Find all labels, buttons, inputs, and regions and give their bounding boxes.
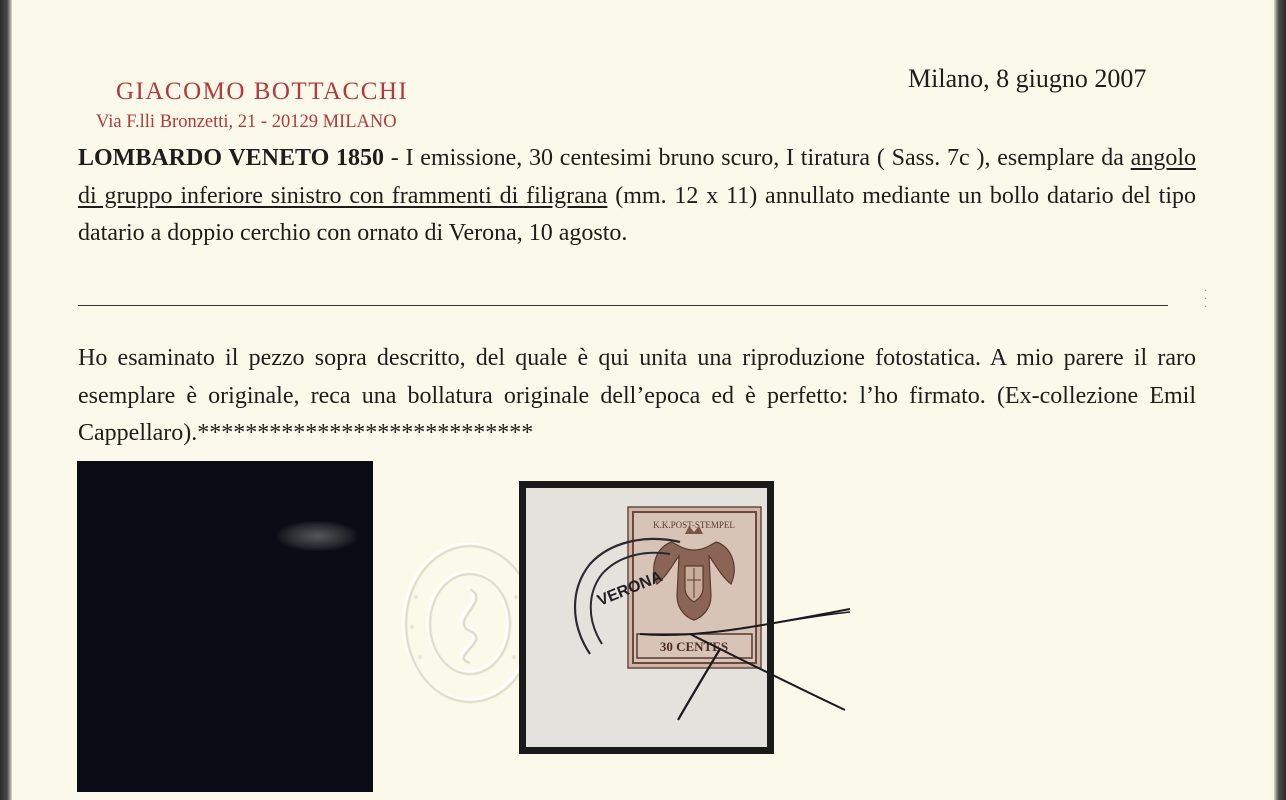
- expert-opinion: [78, 340, 1196, 453]
- stamp-description: [78, 140, 1196, 253]
- opinion-asterisks: ****************************: [197, 420, 534, 446]
- stamp-value: 30 CENTES: [659, 639, 729, 654]
- description-underlined: angolo di gruppo inferiore sinistro con frammenti di filigrana: [78, 145, 1196, 209]
- company-name: GIACOMO BOTTACCHI: [116, 78, 409, 105]
- embossed-seal: [398, 537, 538, 707]
- company-address: Via F.lli Bronzetti, 21 - 20129 MILANO: [96, 112, 397, 132]
- description-part2: (mm. 12 x 11) annullato mediante un bollo datario del tipo datario a doppio cerchio con ornato di Verona, 10 agosto.: [78, 182, 1196, 246]
- opinion-text: Ho esaminato il pezzo sopra descritto, del quale è qui unita una riproduzione fotostatica. A mio parere il raro esemplare è originale, reca una bollatura originale dell’epoca ed è perfetto: l’ho firmato. (Ex-collezione Emil Cappellaro).: [78, 345, 1196, 446]
- photocopy-reproduction: [77, 461, 373, 792]
- paper-specks: · · ·: [1204, 286, 1208, 313]
- right-edge: [1274, 0, 1286, 800]
- description-title: LOMBARDO VENETO 1850: [78, 145, 385, 171]
- certificate-date: Milano, 8 giugno 2007: [908, 64, 1147, 93]
- postmark-cancellation: [540, 494, 860, 724]
- divider-line: [78, 305, 1168, 306]
- left-edge: [0, 0, 12, 800]
- photocopy-smudge: [277, 521, 357, 551]
- postmark-text: VERONA: [595, 568, 665, 610]
- description-part1: - I emissione, 30 centesimi bruno scuro, I tiratura ( Sass. 7c ), esemplare da: [384, 145, 1131, 171]
- stamp-top-label: K.K.POST-STEMPEL: [653, 520, 735, 530]
